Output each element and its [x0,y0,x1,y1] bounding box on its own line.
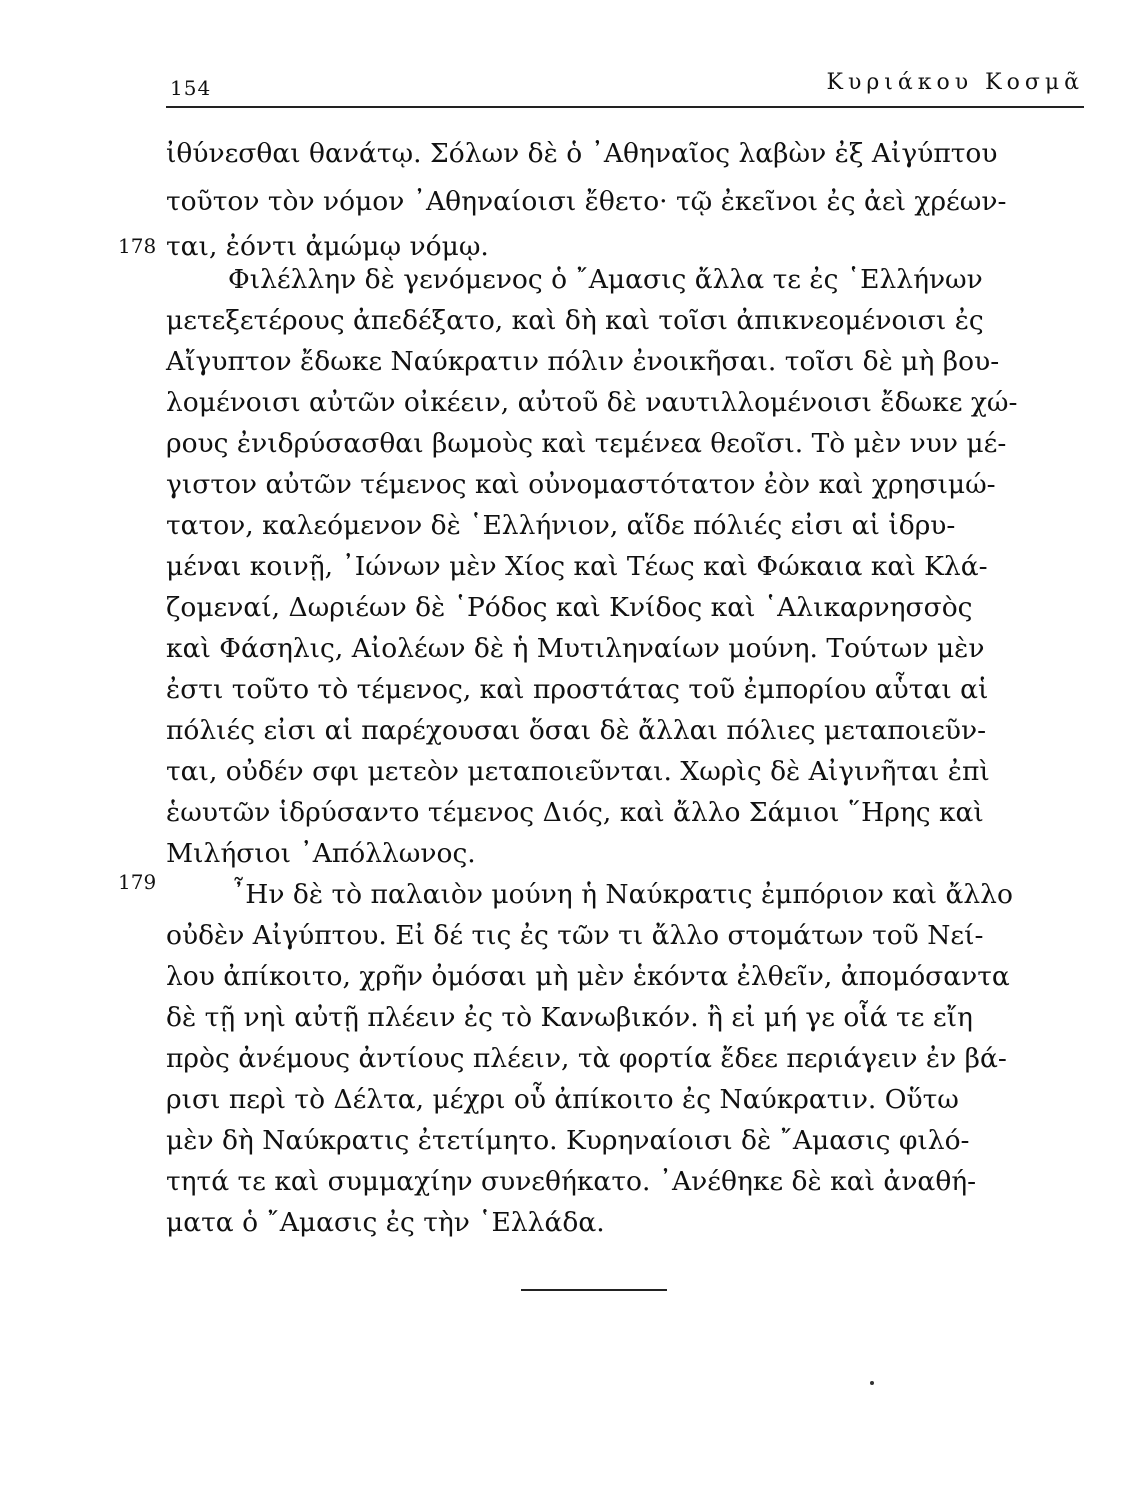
text-line: μὲν δὴ Ναύκρατις ἐτετίμητο. Κυρηναίοισι δὲ ῎Αμασις φιλό- [166,1125,970,1156]
text-line: τατον, καλεόμενον δὲ ῾Ελλήνιον, αἵδε πόλιές εἰσι αἱ ἱδρυ- [166,510,956,541]
header-rule [166,106,1084,108]
text-line: τοῦτον τὸν νόμον ᾿Αθηναίοισι ἔθετο· τῷ ἐκεῖνοι ἐς ἀεὶ χρέων- [166,186,1007,217]
text-line: γιστον αὐτῶν τέμενος καὶ οὐνομαστότατον ἐὸν καὶ χρησιμώ- [166,469,996,500]
text-line: ἰθύνεσθαι θανάτῳ. Σόλων δὲ ὁ ᾿Αθηναῖος λαβὼν ἐξ Αἰγύπτου [166,138,998,169]
ink-dot [870,1381,874,1385]
text-line: δὲ τῇ νηὶ αὐτῇ πλέειν ἐς τὸ Κανωβικόν. ἢ εἰ μή γε οἷά τε εἴη [166,1002,973,1033]
text-line: Αἴγυπτον ἔδωκε Ναύκρατιν πόλιν ἐνοικῆσαι. τοῖσι δὲ μὴ βου- [166,346,1000,377]
marginal-number-179: 179 [118,870,157,894]
text-line: πόλιές εἰσι αἱ παρέχουσαι ὅσαι δὲ ἄλλαι πόλιες μεταποιεῦν- [166,715,987,746]
text-line: ρους ἐνιδρύσασθαι βωμοὺς καὶ τεμένεα θεοῖσι. Τὸ μὲν νυν μέ- [166,428,1007,459]
text-line: ται, ἐόντι ἀμώμῳ νόμῳ. [166,231,489,262]
text-line: μετεξετέρους ἀπεδέξατο, καὶ δὴ καὶ τοῖσι ἀπικνεομένοισι ἐς [166,305,984,336]
text-line: λου ἀπίκοιτο, χρῆν ὀμόσαι μὴ μὲν ἑκόντα ἐλθεῖν, ἀπομόσαντα [166,961,1010,992]
end-rule [521,1289,667,1291]
text-line: οὐδὲν Αἰγύπτου. Εἰ δέ τις ἐς τῶν τι ἄλλο στομάτων τοῦ Νεί- [166,920,984,951]
text-line: ρισι περὶ τὸ Δέλτα, μέχρι οὗ ἀπίκοιτο ἐς Ναύκρατιν. Οὕτω [166,1084,959,1115]
text-line: μέναι κοινῇ, ᾿Ιώνων μὲν Χίος καὶ Τέως καὶ Φώκαια καὶ Κλά- [166,551,988,582]
text-line: καὶ Φάσηλις, Αἰολέων δὲ ἡ Μυτιληναίων μούνη. Τούτων μὲν [166,633,985,664]
page-number: 154 [170,76,212,100]
text-line: ἑωυτῶν ἱδρύσαντο τέμενος Διός, καὶ ἄλλο Σάμιοι ῞Ηρης καὶ [166,797,984,828]
text-line: ματα ὁ ῎Αμασις ἐς τὴν ῾Ελλάδα. [166,1207,605,1238]
text-line: ἐστι τοῦτο τὸ τέμενος, καὶ προστάτας τοῦ ἐμπορίου αὗται αἱ [166,674,989,705]
text-line: ῏Ην δὲ τὸ παλαιὸν μούνη ἡ Ναύκρατις ἐμπόριον καὶ ἄλλο [232,879,1013,910]
text-line: Φιλέλλην δὲ γενόμενος ὁ ῎Αμασις ἄλλα τε ἐς ῾Ελλήνων [228,264,983,295]
text-line: ζομεναί, Δωριέων δὲ ῾Ρόδος καὶ Κνίδος καὶ ῾Αλικαρνησσὸς [166,592,973,623]
text-line: Μιλήσιοι ᾿Απόλλωνος. [166,838,476,869]
running-title: Κυριάκου Κοσμᾶ [826,70,1084,95]
text-line: πρὸς ἀνέμους ἀντίους πλέειν, τὰ φορτία ἔδεε περιάγειν ἐν βά- [166,1043,1007,1074]
marginal-number-178: 178 [118,234,157,258]
text-line: λομένοισι αὐτῶν οἰκέειν, αὐτοῦ δὲ ναυτιλλομένοισι ἔδωκε χώ- [166,387,1018,418]
text-line: τητά τε καὶ συμμαχίην συνεθήκατο. ᾿Ανέθηκε δὲ καὶ ἀναθή- [166,1166,977,1197]
text-line: ται, οὐδέν σφι μετεὸν μεταποιεῦνται. Χωρὶς δὲ Αἰγινῆται ἐπὶ [166,756,990,787]
